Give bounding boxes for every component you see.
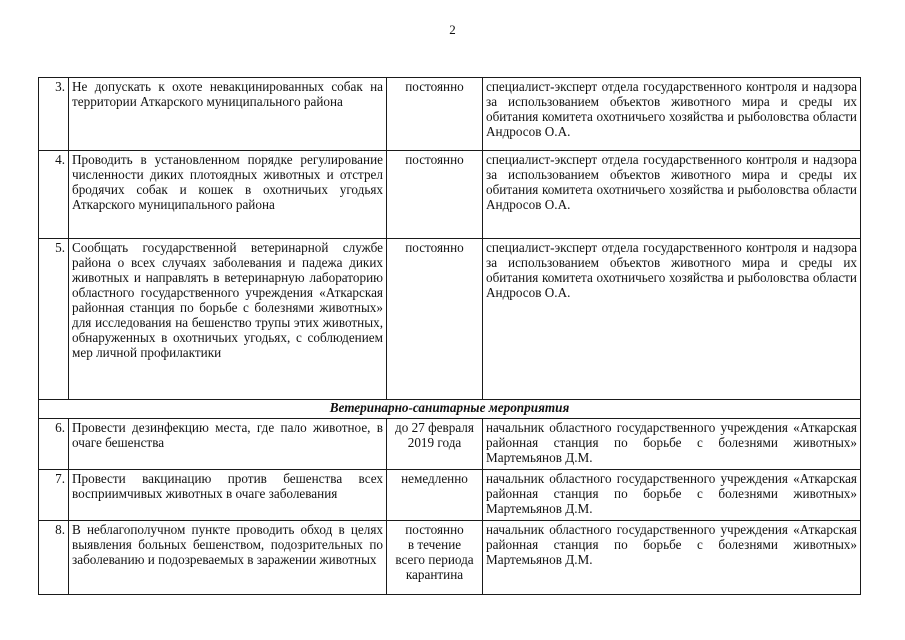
row-number: 8. [39, 521, 69, 595]
measures-table [38, 77, 861, 595]
measure-text: Не допускать к охоте невакцинированных собак на территории Аткарского муниципального района [69, 78, 387, 151]
responsible-text: начальник областного государственного учреждения «Аткарская районная станция по борьбе с болезнями животных» Мартемьянов Д.М. [483, 470, 861, 521]
deadline-text: до 27 февраля 2019 года [387, 419, 483, 470]
table-row [39, 239, 861, 400]
row-number: 5. [39, 239, 69, 400]
row-number: 3. [39, 78, 69, 151]
measure-text: Сообщать государственной ветеринарной службе района о всех случаях заболевания и падежа диких животных и направлять в ветеринарную лабораторию областного государственного учреждения «Аткарская районная станция по борьбе с болезнями животных» для исследования на бешенство трупы этих животных, обнаруженных в охотничьих угодьях, с соблюдением мер личной профилактики [69, 239, 387, 400]
deadline-text: постоянно [387, 78, 483, 151]
table-row [39, 151, 861, 239]
deadline-text: постоянно [387, 239, 483, 400]
table-row [39, 78, 861, 151]
deadline-text: постоянно в течение всего периода карантина [387, 521, 483, 595]
measure-text: Провести дезинфекцию места, где пало животное, в очаге бешенства [69, 419, 387, 470]
measure-text: Провести вакцинацию против бешенства всех восприимчивых животных в очаге заболевания [69, 470, 387, 521]
responsible-text: специалист-эксперт отдела государственного контроля и надзора за использованием объектов животного мира и среды их обитания комитета охотничьего хозяйства и рыболовства области Андросов О.А. [483, 239, 861, 400]
row-number: 7. [39, 470, 69, 521]
deadline-text: немедленно [387, 470, 483, 521]
row-number: 4. [39, 151, 69, 239]
responsible-text: специалист-эксперт отдела государственного контроля и надзора за использованием объектов животного мира и среды их обитания комитета охотничьего хозяйства и рыболовства области Андросов О.А. [483, 78, 861, 151]
measure-text: В неблагополучном пункте проводить обход в целях выявления больных бешенством, подозрительных по заболеванию и подозреваемых в заражении животных [69, 521, 387, 595]
page-number: 2 [449, 22, 456, 37]
table-row [39, 470, 861, 521]
section-title: Ветеринарно-санитарные мероприятия [39, 400, 861, 419]
responsible-text: начальник областного государственного учреждения «Аткарская районная станция по борьбе с болезнями животных» Мартемьянов Д.М. [483, 419, 861, 470]
table-row [39, 419, 861, 470]
measure-text: Проводить в установленном порядке регулирование численности диких плотоядных животных и отстрел бродячих собак и кошек в охотничьих угодьях Аткарского муниципального района [69, 151, 387, 239]
section-header-row [39, 400, 861, 419]
row-number: 6. [39, 419, 69, 470]
table-row [39, 521, 861, 595]
deadline-text: постоянно [387, 151, 483, 239]
responsible-text: специалист-эксперт отдела государственного контроля и надзора за использованием объектов животного мира и среды их обитания комитета охотничьего хозяйства и рыболовства области Андросов О.А. [483, 151, 861, 239]
responsible-text: начальник областного государственного учреждения «Аткарская районная станция по борьбе с болезнями животных» Мартемьянов Д.М. [483, 521, 861, 595]
